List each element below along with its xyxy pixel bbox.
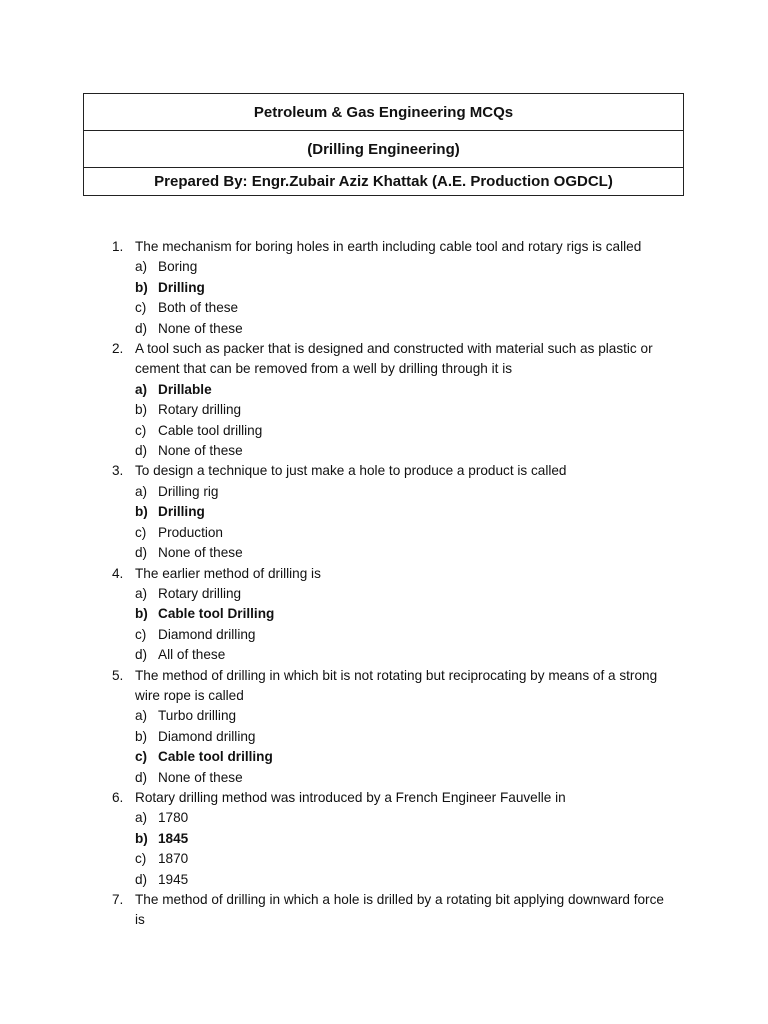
question-text: The earlier method of drilling is — [135, 565, 321, 581]
option-letter: c) — [135, 422, 147, 438]
option-text: 1870 — [158, 851, 189, 867]
correct-option — [135, 380, 677, 400]
option-letter: d) — [135, 443, 148, 459]
option-item — [135, 625, 677, 645]
correct-option — [135, 278, 677, 298]
option-text: None of these — [158, 320, 243, 336]
question-number: 1. — [112, 239, 124, 254]
option-letter: b) — [135, 402, 148, 418]
option-letter: c) — [135, 524, 147, 540]
option-text: Cable tool Drilling — [158, 606, 275, 622]
option-text: Cable tool drilling — [158, 422, 263, 438]
option-item — [135, 870, 677, 890]
question-item — [0, 564, 677, 666]
option-text: None of these — [158, 443, 243, 459]
option-text: None of these — [158, 545, 243, 561]
question-item — [0, 461, 677, 563]
question-text: To design a technique to just make a hole to produce a product is called — [135, 463, 567, 479]
option-letter: d) — [135, 871, 148, 887]
option-text: None of these — [158, 769, 243, 785]
option-text: Rotary drilling — [158, 402, 242, 418]
option-item — [135, 808, 677, 828]
option-letter: a) — [135, 381, 148, 397]
option-text: Rotary drilling — [158, 585, 242, 601]
question-item — [0, 237, 677, 339]
option-item — [135, 298, 677, 318]
question-item — [0, 339, 677, 461]
option-letter: b) — [135, 728, 148, 744]
option-item — [135, 400, 677, 420]
question-item — [0, 666, 677, 788]
option-text: Drilling — [158, 279, 205, 295]
option-text: 1780 — [158, 810, 189, 826]
option-text: Production — [158, 524, 223, 540]
option-item — [135, 645, 677, 665]
option-letter: c) — [135, 626, 147, 642]
option-letter: d) — [135, 545, 148, 561]
question-number: 6. — [112, 789, 124, 805]
option-letter: b) — [135, 279, 148, 295]
option-text: 1845 — [158, 830, 189, 846]
option-item — [135, 584, 677, 604]
option-item — [135, 482, 677, 502]
option-letter: a) — [135, 708, 148, 724]
option-item — [135, 421, 677, 441]
option-text: Diamond drilling — [158, 626, 256, 642]
question-item — [0, 788, 677, 890]
option-text: Cable tool drilling — [158, 749, 273, 765]
option-list — [135, 482, 677, 564]
option-letter: d) — [135, 647, 148, 663]
option-item — [135, 257, 677, 277]
document-author: Prepared By: Engr.Zubair Aziz Khattak (A.E. Production OGDCL) — [154, 173, 613, 190]
option-letter: a) — [135, 483, 148, 499]
option-list — [135, 584, 677, 666]
option-list — [135, 257, 677, 339]
option-item — [135, 543, 677, 563]
option-item — [135, 849, 677, 869]
option-letter: a) — [135, 259, 148, 275]
question-text: A tool such as packer that is designed and constructed with material such as plastic or cement that can be removed from a well by drilling through it is — [135, 341, 653, 377]
question-number: 7. — [112, 892, 124, 907]
option-text: 1945 — [158, 871, 189, 887]
question-item — [0, 890, 677, 931]
option-letter: a) — [135, 585, 148, 601]
option-text: Boring — [158, 259, 198, 275]
option-text: Diamond drilling — [158, 728, 256, 744]
option-text: Drillable — [158, 381, 212, 397]
option-letter: b) — [135, 830, 148, 846]
option-letter: d) — [135, 769, 148, 785]
option-list — [135, 808, 677, 890]
option-list — [135, 706, 677, 788]
option-item — [135, 706, 677, 726]
option-item — [135, 441, 677, 461]
option-item — [135, 768, 677, 788]
option-letter: d) — [135, 320, 148, 336]
header-table — [83, 93, 684, 196]
correct-option — [135, 829, 677, 849]
option-letter: b) — [135, 606, 148, 622]
question-number: 3. — [112, 463, 124, 479]
document-subtitle: (Drilling Engineering) — [84, 131, 683, 168]
question-text: Rotary drilling method was introduced by a French Engineer Fauvelle in — [135, 789, 566, 805]
correct-option — [135, 604, 677, 624]
option-letter: c) — [135, 749, 148, 765]
question-number: 5. — [112, 667, 124, 683]
question-text: The method of drilling in which a hole is drilled by a rotating bit applying downward force is — [135, 892, 664, 928]
question-text: The method of drilling in which bit is not rotating but reciprocating by means of a strong wire rope is called — [135, 667, 658, 703]
correct-option — [135, 502, 677, 522]
question-text: The mechanism for boring holes in earth including cable tool and rotary rigs is called — [135, 239, 642, 254]
option-text: Drilling — [158, 504, 205, 520]
option-text: Drilling rig — [158, 483, 219, 499]
option-letter: b) — [135, 504, 148, 520]
option-item — [135, 523, 677, 543]
question-number: 4. — [112, 565, 124, 581]
option-list — [135, 380, 677, 462]
option-item — [135, 727, 677, 747]
option-text: All of these — [158, 647, 226, 663]
option-item — [135, 319, 677, 339]
option-letter: c) — [135, 851, 147, 867]
question-list — [0, 237, 768, 931]
correct-option — [135, 747, 677, 767]
option-letter: c) — [135, 300, 147, 316]
document-title: Petroleum & Gas Engineering MCQs — [84, 94, 683, 131]
option-letter: a) — [135, 810, 148, 826]
question-number: 2. — [112, 341, 124, 357]
option-text: Turbo drilling — [158, 708, 237, 724]
option-text: Both of these — [158, 300, 239, 316]
